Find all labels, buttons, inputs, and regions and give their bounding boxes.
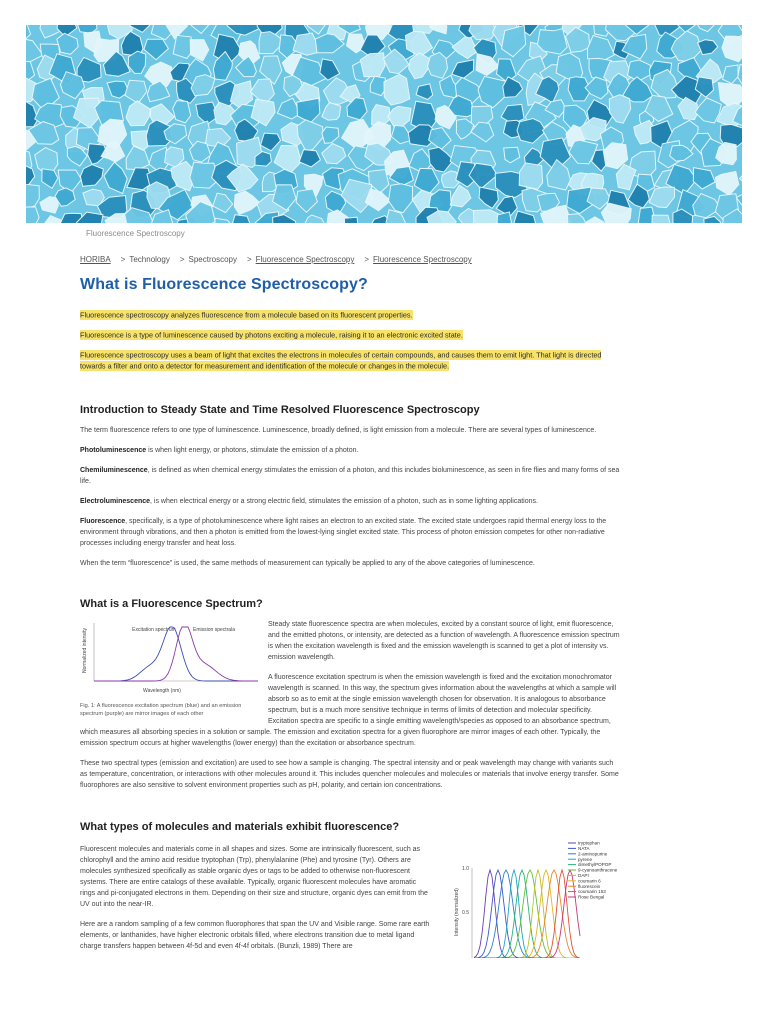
definition-text: is when light energy, or photons, stimulate the emission of a photon. bbox=[146, 447, 359, 454]
hero-banner bbox=[26, 25, 742, 223]
fluorophore-curves bbox=[474, 870, 580, 958]
highlight-summary-1 bbox=[80, 309, 620, 320]
legend bbox=[568, 841, 618, 900]
y-axis-label: Normalized intensity bbox=[82, 627, 88, 673]
hero-cell bbox=[428, 52, 448, 78]
spectrum-plot bbox=[80, 619, 260, 695]
term: Electroluminescence bbox=[80, 498, 151, 505]
spectrum-paragraph-2: A fluorescence excitation spectrum is when the emission wavelength is fixed and the excitation monochromator wavelength is scanned. In this way, the spectrum gives information about the wavelengths at which a sample will absorb so as to emit at the single emission wavelength chosen for observation. It is analogous to absorbance spectrum, but is a much more sensitive technique in terms of limits of detection and molecular specificity. Excitation spectra are specific to a single emitting wavelength/species as opposed to an absorbance spectrum, which measures all absorbing species in a solution or sample. The emission and excitation spectra for a given fluorophore are mirror images of each other. Typically, the emission spectrum occurs at higher wavelengths (lower energy) than the excitation or absorbance spectrum. bbox=[80, 674, 617, 747]
spectrum-section bbox=[80, 619, 620, 791]
definition-text: , is when electrical energy or a strong electric field, stimulates the emission of a photon, such as in some lighting applications. bbox=[150, 498, 538, 505]
definition-fluorescence bbox=[80, 516, 620, 549]
legend-label: DAPI bbox=[578, 873, 589, 878]
spectrum-paragraph-3: These two spectral types (emission and excitation) are used to see how a sample is changing. The spectral intensity and or peak wavelength may change with variants such as temperature, concentration, or interactions with other molecules around it. This includes quencher molecules and molecules or materials that involve energy transfer. Some fluorophores are also sensitive to solvent environment properties such as pH, polarity, and certain ion concentrations. bbox=[80, 760, 619, 789]
x-axis-label: Wavelength (nm) bbox=[143, 688, 181, 694]
intro-paragraph: The term fluorescence refers to one type of luminescence. Luminescence, broadly defined, is light emission from a molecule. There are several types of luminescence. bbox=[80, 427, 597, 434]
legend-label: coumarin 153 bbox=[578, 889, 606, 895]
spectrum-curve-fluorescein bbox=[474, 870, 580, 958]
emission-label: Emission spectrala bbox=[193, 627, 235, 633]
term: Photoluminescence bbox=[80, 447, 147, 454]
definition-electroluminescence bbox=[80, 496, 620, 507]
section-heading-spectrum: What is a Fluorescence Spectrum? bbox=[80, 598, 263, 610]
molecules-paragraph-1: Fluorescent molecules and materials come in all shapes and sizes. Some are intrinsically fluorescent, such as chlorophyll and the amino acid residue tryptophan (Trp), phenylalanine (Phe) and tyrosine (Tyr). Others are molecules synthesized specifically as stable organic dyes or tags to be added to otherwise non-fluorescent systems. There are entire catalogs of these available. Typically, organic fluorescent molecules have aromatic rings and pi-conjugated electrons in them. Depending on their size and structure, organic dyes can emit from the UV out into the near-IR. bbox=[80, 846, 428, 908]
molecules-paragraph-2: Here are a random sampling of a few common fluorophores that span the UV and Visible range. Some rare earth elements, or lanthanides, have higher electronic orbitals filled, where electrons transition due to metal ligand charge transfers happen between 4f-5d and even 4f-4f orbitals. (Bunzli, 1989) There are bbox=[80, 921, 430, 950]
hero-cell bbox=[652, 215, 671, 223]
highlight-summary-2 bbox=[80, 329, 620, 340]
section-heading-intro: Introduction to Steady State and Time Resolved Fluorescence Spectroscopy bbox=[80, 404, 480, 416]
highlight-text: Fluorescence spectroscopy analyzes fluorescence from a molecule based on its fluorescent properties. bbox=[80, 310, 413, 319]
y-tick-label: 1.0 bbox=[462, 866, 469, 872]
spectrum-curve-dimethylpopop bbox=[474, 870, 580, 958]
spectrum-curve-tryptophan bbox=[474, 870, 580, 958]
breadcrumb bbox=[80, 255, 472, 264]
definition-photoluminescence bbox=[80, 445, 620, 456]
spectrum-curve-rose-bengal bbox=[474, 870, 580, 958]
legend-label: tryptophan bbox=[578, 840, 600, 846]
section-heading-molecules: What types of molecules and materials exhibit fluorescence? bbox=[80, 821, 400, 833]
hero-cell-pattern bbox=[26, 25, 742, 223]
breadcrumb-spectroscopy: Spectroscopy bbox=[188, 255, 237, 264]
figure-fluorophore-spectra bbox=[450, 838, 620, 958]
legend-label: 2-aminopurine bbox=[578, 851, 608, 857]
figure-excitation-emission bbox=[80, 619, 260, 718]
legend-label: Rose Bengal bbox=[578, 894, 605, 900]
legend-label: coumarin 6 bbox=[578, 878, 601, 884]
spectrum-paragraph-1: Steady state fluorescence spectra are when molecules, excited by a constant source of light, emit fluorescence, and the emitted photons, or intensity, are detected as a function of wavelength. A fluorescence emission spectrum is when the excitation wavelength is fixed and the emission wavelength is scanned to get a plot of intensity vs. emission wavelength. bbox=[268, 621, 620, 661]
figure-caption: Fig. 1: A fluorescence excitation spectrum (blue) and an emission spectrum (purple) are mirror images of each other bbox=[80, 703, 242, 717]
emission-curve bbox=[94, 627, 258, 681]
breadcrumb-separator: > bbox=[120, 255, 126, 264]
highlight-summary-3 bbox=[80, 349, 620, 371]
legend-label: 9-cyanoanthracene bbox=[578, 867, 618, 873]
excitation-label: Excitation spectrum bbox=[132, 627, 176, 633]
molecules-text bbox=[80, 844, 430, 952]
spectrum-curve-2-aminopurine bbox=[474, 870, 580, 958]
term: Chemiluminescence bbox=[80, 467, 148, 474]
spectrum-curve-9-cyanoanthracene bbox=[474, 870, 580, 958]
fluorophore-plot bbox=[450, 838, 620, 958]
breadcrumb-fluorescence-spectroscopy-current[interactable]: Fluorescence Spectroscopy bbox=[373, 255, 472, 264]
breadcrumb-separator: > bbox=[246, 255, 252, 264]
closing-paragraph: When the term “fluorescence” is used, the same methods of measurement can typically be applied to any of the above categories of luminescence. bbox=[80, 560, 535, 567]
y-axis-label: Intensity (normalized) bbox=[454, 888, 460, 936]
legend-label: NATA bbox=[578, 846, 590, 851]
term: Fluorescence bbox=[80, 518, 126, 525]
legend-label: dimethylPOPOP bbox=[578, 862, 612, 868]
spectrum-curve-pyrene bbox=[474, 870, 580, 958]
legend-label: fluorescein bbox=[578, 883, 601, 889]
article bbox=[80, 276, 620, 961]
spectrum-curve-nata bbox=[474, 870, 580, 958]
breadcrumb-separator: > bbox=[179, 255, 185, 264]
spectrum-curve-dapi bbox=[474, 870, 580, 958]
definition-text: , specifically, is a type of photoluminescence where light raises an electron to an excited state. The excited state undergoes rapid thermal energy loss to the environment through vibrations, and then a photon is emitted from the lowest-lying singlet excited state. This process of photon emission competes for other non-radiative processes including energy transfer and heat loss. bbox=[80, 518, 607, 547]
hero-caption: Fluorescence Spectroscopy bbox=[86, 229, 185, 238]
hero-cell bbox=[519, 163, 542, 189]
page-title: What is Fluorescence Spectroscopy? bbox=[80, 276, 368, 293]
legend-label: pyrene bbox=[578, 856, 593, 862]
hero-cell bbox=[173, 101, 191, 123]
definition-chemiluminescence bbox=[80, 465, 620, 487]
breadcrumb-horiba[interactable]: HORIBA bbox=[80, 255, 111, 264]
molecules-section bbox=[80, 840, 620, 952]
excitation-curve bbox=[94, 627, 258, 681]
hero-cell bbox=[344, 217, 358, 223]
spectrum-curve-coumarin-6 bbox=[474, 870, 580, 958]
breadcrumb-separator: > bbox=[364, 255, 370, 264]
spectrum-curve-coumarin-153 bbox=[474, 870, 580, 958]
breadcrumb-fluorescence-spectroscopy[interactable]: Fluorescence Spectroscopy bbox=[255, 255, 355, 264]
breadcrumb-technology: Technology bbox=[129, 255, 170, 264]
y-tick-label: 0.5 bbox=[462, 910, 469, 916]
highlight-text: Fluorescence spectroscopy uses a beam of light that excites the electrons in molecules of certain compounds, and causes them to emit light. That light is directed towards a filter and onto a detector for measurement and identification of the molecule or changes in the molecule. bbox=[80, 350, 602, 370]
definition-text: , is defined as when chemical energy stimulates the emission of a photon, and this includes bioluminescence, as seen in fire flies and many forms of sea life. bbox=[80, 467, 620, 485]
highlight-text: Fluorescence is a type of luminescence caused by photons exciting a molecule, raising it to an electronic excited state. bbox=[80, 330, 463, 339]
